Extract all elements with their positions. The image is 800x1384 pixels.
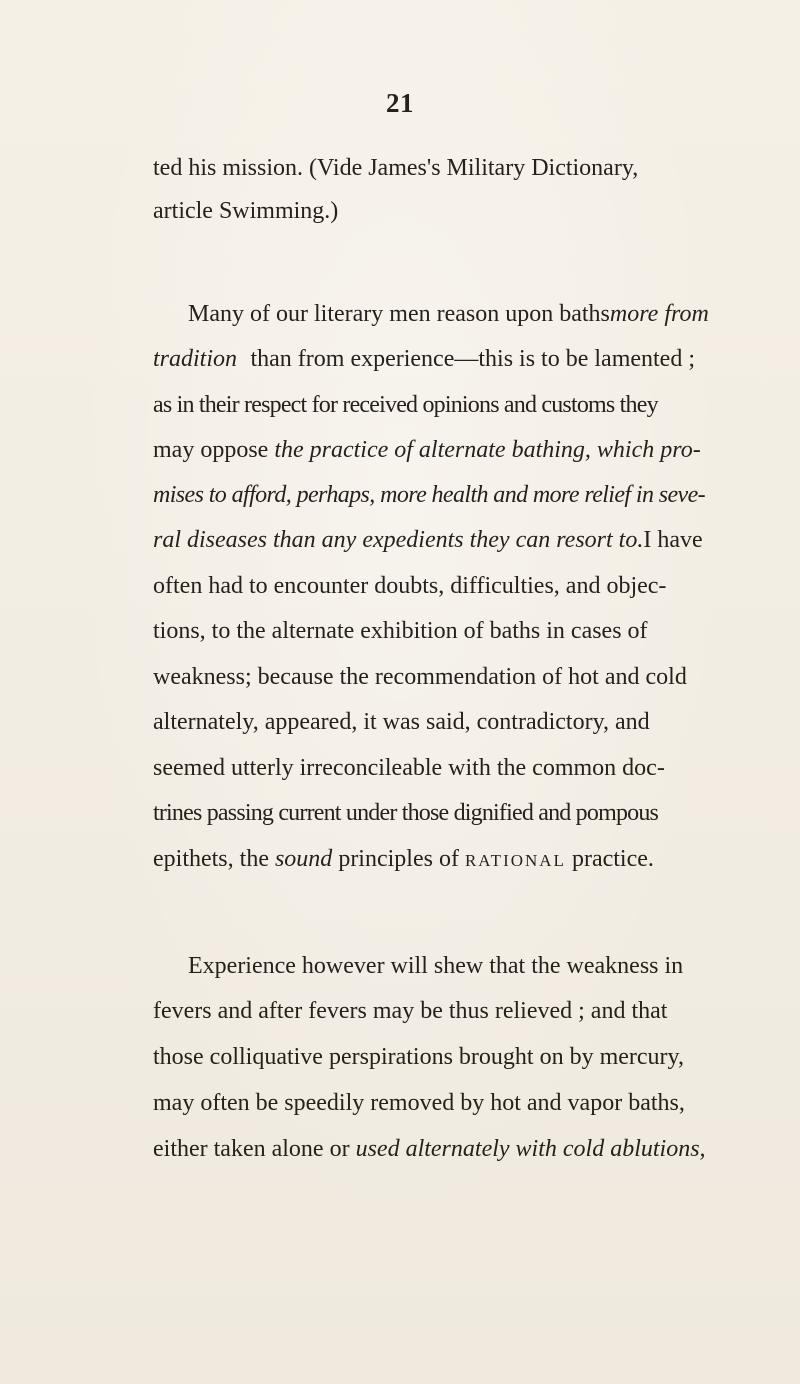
text-line — [153, 195, 338, 227]
italic-phrase: ral diseases than any expedients they can resort to. — [153, 527, 644, 553]
text-line — [188, 950, 695, 982]
text-line — [153, 706, 695, 738]
text-line-content: ted his mission. (Vide James's Military Dictionary, — [153, 155, 639, 181]
text-line — [153, 1133, 706, 1165]
text-line — [153, 389, 695, 421]
italic-phrase: used alternately with cold ablutions, — [355, 1136, 706, 1162]
text-line-content: trines passing current under those dignified and pompous — [153, 800, 659, 826]
text-line-content: seemed utterly irreconcileable with the common doc- — [153, 755, 665, 781]
italic-phrase: sound — [274, 846, 333, 872]
text-line — [153, 434, 701, 466]
text-line-content: practice. — [571, 846, 654, 872]
text-line-content: may often be speedily removed by hot and vapor baths, — [153, 1090, 685, 1116]
text-line-content: those colliquative perspirations brought on by mercury, — [153, 1044, 684, 1070]
text-line — [153, 570, 695, 602]
italic-phrase: tradition — [153, 346, 238, 372]
text-line-content: principles of — [338, 846, 459, 872]
text-line — [153, 1087, 695, 1119]
text-line — [153, 343, 695, 375]
text-line — [153, 152, 695, 184]
text-line-content: article Swimming.) — [153, 198, 339, 224]
text-line-content: tions, to the alternate exhibition of baths in cases of — [153, 618, 648, 644]
text-line-content: as in their respect for received opinions and customs they — [153, 392, 658, 418]
italic-phrase: mises to afford, perhaps, more health and more relief in seve- — [153, 482, 706, 508]
small-caps-word: rational — [464, 846, 566, 872]
text-line — [153, 797, 695, 829]
page-number: 21 — [386, 88, 414, 118]
text-line-content: often had to encounter doubts, difficulties, and objec- — [153, 573, 667, 599]
text-line-content: I have — [643, 527, 703, 553]
italic-phrase: more from — [609, 301, 709, 327]
text-line — [153, 615, 695, 647]
text-line-content: fevers and after fevers may be thus relieved ; and that — [153, 998, 668, 1024]
text-line-content: either taken alone or — [153, 1136, 350, 1162]
text-line — [153, 843, 654, 875]
text-line-content: may oppose — [153, 437, 269, 463]
text-line — [153, 524, 703, 556]
text-line — [153, 995, 695, 1027]
text-line — [153, 479, 706, 511]
italic-phrase: the practice of alternate bathing, which pro- — [274, 437, 701, 463]
text-line-content: weakness; because the recommendation of hot and cold — [153, 664, 687, 690]
text-line — [153, 1041, 695, 1073]
text-line-content: Many of our literary men reason upon baths — [188, 301, 610, 327]
text-line — [153, 752, 695, 784]
text-line-content: epithets, the — [153, 846, 269, 872]
text-line-content: than from experience—this is to be lamented ; — [250, 346, 695, 372]
text-line — [153, 661, 695, 693]
text-line — [188, 298, 709, 330]
text-line-content: alternately, appeared, it was said, contradictory, and — [153, 709, 650, 735]
text-line-content: Experience however will shew that the weakness in — [188, 953, 684, 979]
